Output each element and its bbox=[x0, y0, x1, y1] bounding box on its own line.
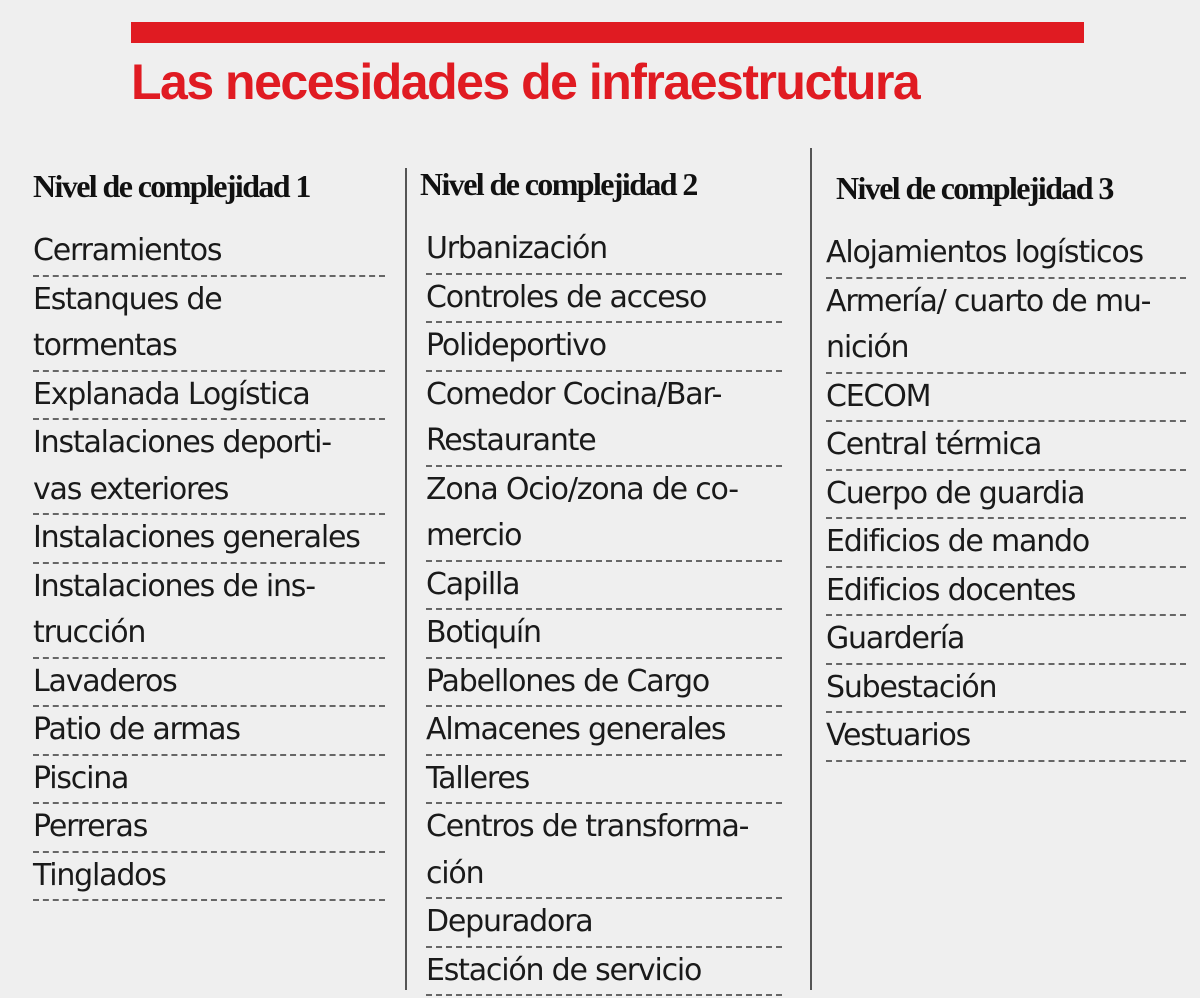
list-item-text: Comedor Cocina/Bar- bbox=[426, 376, 722, 412]
list-item-text: Guardería bbox=[826, 621, 965, 656]
list-item-text: Cuerpo de guardia bbox=[826, 475, 1085, 511]
list-item-text: Zona Ocio/zona de co- bbox=[426, 471, 738, 507]
list-item-text: CECOM bbox=[826, 378, 931, 414]
column-heading: Nivel de complejidad 1 bbox=[33, 168, 310, 204]
list-item bbox=[426, 467, 782, 562]
list-item bbox=[33, 659, 385, 708]
list-item bbox=[826, 422, 1186, 471]
list-item-text: Explanada Logística bbox=[33, 376, 310, 412]
column-heading: Nivel de complejidad 3 bbox=[836, 170, 1113, 206]
list-item-text: Pabellones de Cargo bbox=[426, 663, 710, 699]
list-item bbox=[33, 707, 385, 756]
list-item bbox=[426, 756, 782, 805]
list-item-text: Instalaciones de ins- bbox=[33, 568, 315, 604]
list-item-text: Depuradora bbox=[426, 904, 593, 939]
list-item-text: Edificios docentes bbox=[826, 572, 1076, 608]
list-item bbox=[826, 616, 1186, 665]
list-item-text: Centros de transforma- bbox=[426, 809, 749, 844]
list-item bbox=[826, 471, 1186, 520]
column-complexity-1 bbox=[33, 158, 385, 901]
list-item bbox=[33, 420, 385, 515]
list-item-text: Lavaderos bbox=[33, 663, 177, 699]
list-item bbox=[826, 713, 1186, 762]
list-item-text: Subestación bbox=[826, 669, 997, 705]
title-accent-bar bbox=[131, 22, 1084, 43]
column-divider bbox=[810, 148, 812, 990]
list-item bbox=[33, 564, 385, 659]
column-heading: Nivel de complejidad 2 bbox=[420, 166, 697, 202]
item-list bbox=[33, 228, 385, 901]
item-list bbox=[426, 226, 782, 996]
list-item bbox=[33, 853, 385, 902]
list-item-text: tormentas bbox=[33, 328, 177, 363]
list-item bbox=[826, 374, 1186, 423]
list-item-text: Tinglados bbox=[33, 857, 166, 893]
list-item-text: ción bbox=[426, 855, 484, 891]
list-item-text: Vestuarios bbox=[826, 718, 971, 753]
list-item bbox=[426, 899, 782, 948]
list-item-text: Piscina bbox=[33, 760, 129, 796]
list-item-text: nición bbox=[826, 330, 909, 365]
list-item-text: Botiquín bbox=[426, 615, 541, 650]
list-item-text: Estación de servicio bbox=[426, 952, 702, 988]
list-item bbox=[426, 372, 782, 467]
list-item bbox=[33, 372, 385, 421]
list-item-text: Central térmica bbox=[826, 427, 1042, 462]
list-item bbox=[426, 562, 782, 611]
list-item bbox=[33, 228, 385, 277]
list-item-text: Cerramientos bbox=[33, 233, 222, 268]
list-item bbox=[826, 230, 1186, 279]
list-item bbox=[826, 665, 1186, 714]
list-item bbox=[426, 707, 782, 756]
list-item bbox=[33, 277, 385, 372]
list-item-text: trucción bbox=[33, 615, 146, 650]
list-item bbox=[426, 659, 782, 708]
list-item-text: Polideportivo bbox=[426, 328, 606, 363]
list-item-text: Patio de armas bbox=[33, 712, 240, 747]
list-item-text: Controles de acceso bbox=[426, 279, 707, 315]
column-complexity-3 bbox=[826, 160, 1186, 762]
item-list bbox=[826, 230, 1186, 762]
column-divider bbox=[405, 168, 407, 990]
list-item bbox=[426, 948, 782, 997]
list-item-text: vas exteriores bbox=[33, 471, 229, 507]
page-title: Las necesidades de infraestructura bbox=[131, 54, 920, 110]
column-complexity-2 bbox=[420, 156, 782, 996]
list-item-text: Almacenes generales bbox=[426, 712, 726, 747]
list-item bbox=[426, 610, 782, 659]
list-item bbox=[826, 519, 1186, 568]
list-item bbox=[426, 275, 782, 324]
list-item bbox=[33, 804, 385, 853]
list-item-text: Instalaciones generales bbox=[33, 520, 360, 555]
list-item-text: Instalaciones deporti- bbox=[33, 425, 331, 460]
list-item-text: Capilla bbox=[426, 566, 520, 602]
list-item-text: mercio bbox=[426, 518, 522, 553]
list-item bbox=[826, 568, 1186, 617]
list-item-text: Armería/ cuarto de mu- bbox=[826, 283, 1151, 319]
list-item-text: Talleres bbox=[426, 760, 530, 796]
list-item-text: Restaurante bbox=[426, 423, 596, 458]
list-item bbox=[426, 323, 782, 372]
list-item-text: Edificios de mando bbox=[826, 524, 1090, 559]
list-item-text: Alojamientos logísticos bbox=[826, 235, 1143, 270]
list-item-text: Perreras bbox=[33, 809, 148, 844]
list-item bbox=[33, 756, 385, 805]
list-item bbox=[426, 804, 782, 899]
list-item bbox=[426, 226, 782, 275]
list-item bbox=[826, 279, 1186, 374]
list-item bbox=[33, 515, 385, 564]
list-item-text: Urbanización bbox=[426, 231, 607, 266]
list-item-text: Estanques de bbox=[33, 281, 222, 317]
